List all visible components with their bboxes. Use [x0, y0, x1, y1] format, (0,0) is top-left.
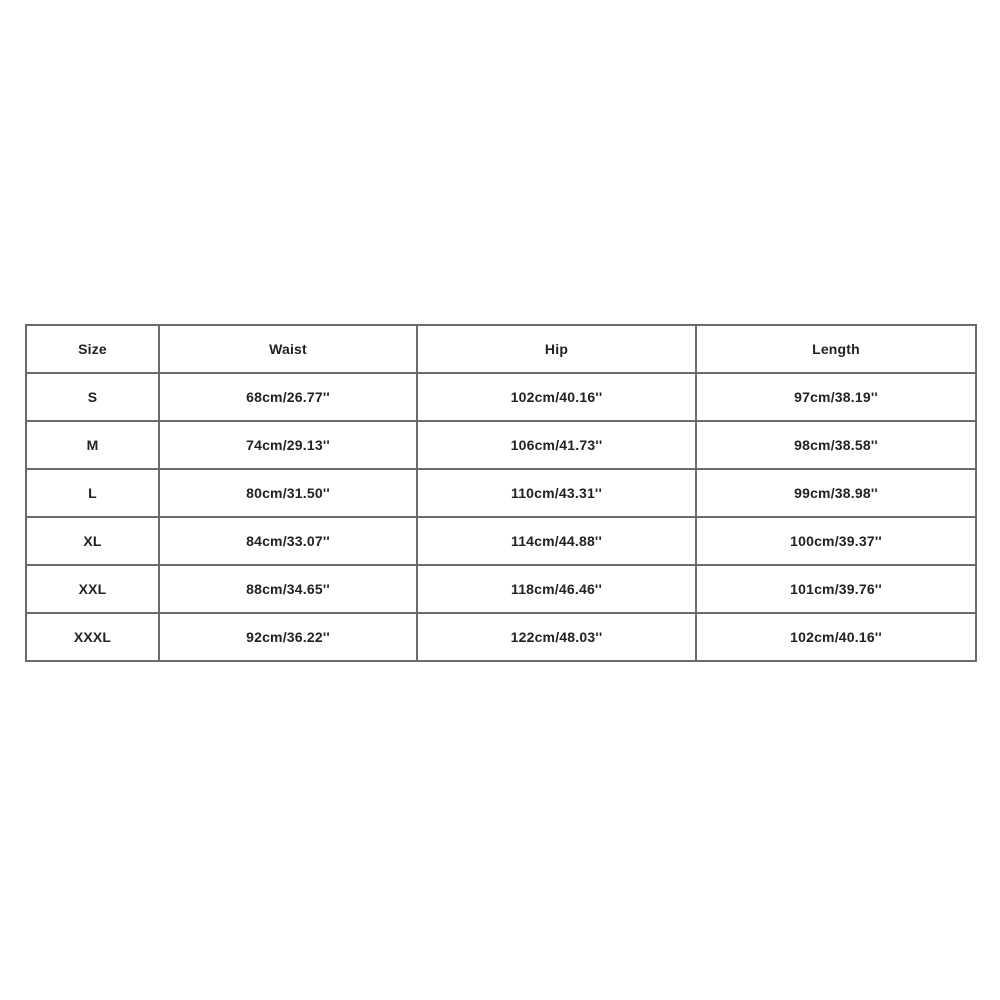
table-row — [26, 421, 976, 469]
hip-cell: 110cm/43.31'' — [417, 469, 696, 517]
table-row — [26, 613, 976, 661]
length-cell: 100cm/39.37'' — [696, 517, 976, 565]
header-size: Size — [26, 325, 159, 373]
waist-cell: 68cm/26.77'' — [159, 373, 417, 421]
length-cell: 99cm/38.98'' — [696, 469, 976, 517]
size-chart-table — [25, 324, 977, 662]
size-cell: L — [26, 469, 159, 517]
waist-cell: 88cm/34.65'' — [159, 565, 417, 613]
size-cell: XL — [26, 517, 159, 565]
table-row — [26, 469, 976, 517]
length-cell: 101cm/39.76'' — [696, 565, 976, 613]
waist-cell: 92cm/36.22'' — [159, 613, 417, 661]
length-cell: 98cm/38.58'' — [696, 421, 976, 469]
waist-cell: 80cm/31.50'' — [159, 469, 417, 517]
waist-cell: 84cm/33.07'' — [159, 517, 417, 565]
size-cell: S — [26, 373, 159, 421]
header-length: Length — [696, 325, 976, 373]
table-row — [26, 565, 976, 613]
table-header-row — [26, 325, 976, 373]
header-hip: Hip — [417, 325, 696, 373]
hip-cell: 106cm/41.73'' — [417, 421, 696, 469]
size-cell: M — [26, 421, 159, 469]
size-cell: XXXL — [26, 613, 159, 661]
length-cell: 97cm/38.19'' — [696, 373, 976, 421]
hip-cell: 118cm/46.46'' — [417, 565, 696, 613]
hip-cell: 114cm/44.88'' — [417, 517, 696, 565]
hip-cell: 102cm/40.16'' — [417, 373, 696, 421]
size-cell: XXL — [26, 565, 159, 613]
hip-cell: 122cm/48.03'' — [417, 613, 696, 661]
waist-cell: 74cm/29.13'' — [159, 421, 417, 469]
length-cell: 102cm/40.16'' — [696, 613, 976, 661]
table-row — [26, 517, 976, 565]
header-waist: Waist — [159, 325, 417, 373]
table-row — [26, 373, 976, 421]
